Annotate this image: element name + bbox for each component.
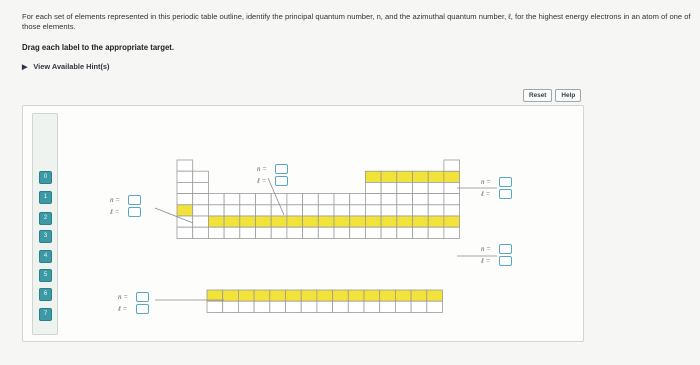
f-block-cell [364,301,380,312]
table-cell [177,171,193,182]
table-cell [271,216,287,227]
table-cell [397,171,413,182]
table-cell [177,160,193,171]
table-cell [240,194,256,205]
f-block-cell [427,301,443,312]
table-cell [444,227,460,238]
table-cell [381,205,397,216]
f-block-cell [207,301,223,312]
table-cell [256,205,272,216]
table-cell [287,227,303,238]
table-cell [365,205,381,216]
n-drop-target[interactable] [128,195,141,205]
n-label: n = [118,293,128,301]
table-cell [350,216,366,227]
table-cell [208,205,224,216]
table-cell [428,227,444,238]
f-block-cell [254,301,270,312]
n-label: n = [481,178,491,186]
n-drop-target[interactable] [499,244,512,254]
f-block-cell [207,290,223,301]
l-label: ℓ = [481,190,491,198]
f-block-cell [380,301,396,312]
table-cell [397,194,413,205]
n-label: n = [481,245,491,253]
f-block-cell [427,290,443,301]
target-group-s-block [110,194,141,218]
table-cell [318,227,334,238]
table-cell [177,194,193,205]
reset-button[interactable]: Reset [523,89,552,102]
table-cell [365,194,381,205]
target-group-d-block [257,163,288,187]
table-cell [208,227,224,238]
f-block-cell [286,290,302,301]
instructions-text: For each set of elements represented in this periodic table outline, identify the principal quantum number, n, and the azimuthal quantum number, ℓ, for the highest energy electrons in an atom of one of those elements. [22,12,691,31]
table-cell [318,194,334,205]
drag-label-1[interactable]: 1 [39,191,52,204]
table-cell [224,216,240,227]
table-cell [193,216,209,227]
table-cell [444,171,460,182]
table-cell [177,182,193,193]
target-group-p-block-upper [481,176,512,200]
table-cell [428,182,444,193]
table-cell [413,182,429,193]
table-cell [444,160,460,171]
table-cell [287,205,303,216]
table-cell [240,205,256,216]
l-drop-target[interactable] [499,256,512,266]
table-cell [365,171,381,182]
table-cell [350,205,366,216]
f-block-cell [238,301,254,312]
table-cell [444,216,460,227]
table-cell [224,227,240,238]
table-cell [350,227,366,238]
table-cell [193,205,209,216]
table-cell [334,194,350,205]
f-block-cell [348,301,364,312]
drag-label-6[interactable]: 6 [39,288,52,301]
table-cell [256,194,272,205]
table-cell [381,182,397,193]
table-cell [413,216,429,227]
f-block-cell [380,290,396,301]
f-block-cell [301,290,317,301]
table-cell [397,205,413,216]
table-cell [287,194,303,205]
drag-label-2[interactable]: 2 [39,212,52,225]
f-block-cell [270,301,286,312]
f-block-cell [333,301,349,312]
target-group-p-block-lower [481,243,512,267]
table-cell [303,227,319,238]
drag-instructions: Drag each label to the appropriate target. [22,43,175,52]
l-label: ℓ = [257,177,267,185]
l-label: ℓ = [110,208,120,216]
help-button[interactable]: Help [555,89,581,102]
f-block-cell [317,290,333,301]
f-block-cell [270,290,286,301]
n-drop-target[interactable] [499,177,512,187]
table-cell [334,205,350,216]
target-group-f-block [118,291,149,315]
table-cell [224,194,240,205]
table-cell [428,205,444,216]
table-cell [240,227,256,238]
drag-label-3[interactable]: 3 [39,230,52,243]
f-block-cell [333,290,349,301]
table-cell [334,227,350,238]
table-cell [240,216,256,227]
drag-label-5[interactable]: 5 [39,269,52,282]
table-cell [444,194,460,205]
table-cell [334,216,350,227]
table-cell [177,227,193,238]
table-cell [193,227,209,238]
table-cell [428,194,444,205]
table-cell [381,227,397,238]
table-cell [444,205,460,216]
table-cell [397,216,413,227]
f-block-cell [254,290,270,301]
table-cell [177,205,193,216]
table-cell [428,171,444,182]
f-block-cell [411,290,427,301]
table-cell [381,216,397,227]
f-block-cell [411,301,427,312]
table-cell [208,194,224,205]
l-label: ℓ = [118,305,128,313]
table-cell [381,171,397,182]
table-cell [193,194,209,205]
f-block-cell [364,290,380,301]
table-cell [413,194,429,205]
table-cell [350,194,366,205]
f-block-cell [223,290,239,301]
l-drop-target[interactable] [136,304,149,314]
table-cell [413,227,429,238]
f-block-cell [395,301,411,312]
table-cell [271,205,287,216]
table-cell [271,227,287,238]
table-cell [381,194,397,205]
table-cell [365,216,381,227]
l-label: ℓ = [481,257,491,265]
drag-label-4[interactable]: 4 [39,250,52,263]
table-cell [365,182,381,193]
f-block-cell [348,290,364,301]
drag-label-0[interactable]: 0 [39,171,52,184]
drag-label-7[interactable]: 7 [39,308,52,321]
f-block-cell [286,301,302,312]
f-block-cell [223,301,239,312]
table-cell [208,216,224,227]
table-cell [303,216,319,227]
n-label: n = [110,196,120,204]
table-cell [303,205,319,216]
l-drop-target[interactable] [499,189,512,199]
table-cell [303,194,319,205]
table-cell [397,227,413,238]
f-block-cell [317,301,333,312]
table-cell [256,227,272,238]
table-cell [318,205,334,216]
table-cell [397,182,413,193]
f-block-cell [238,290,254,301]
table-cell [193,171,209,182]
table-cell [413,171,429,182]
table-cell [318,216,334,227]
f-block-cell [301,301,317,312]
n-drop-target[interactable] [136,292,149,302]
table-cell [287,216,303,227]
n-label: n = [257,165,267,173]
view-hints-label: View Available Hint(s) [33,62,110,71]
expand-triangle-icon: ▶ [22,63,28,71]
table-cell [413,205,429,216]
l-drop-target[interactable] [275,176,288,186]
f-block-cell [395,290,411,301]
n-drop-target[interactable] [275,164,288,174]
table-cell [365,227,381,238]
table-cell [193,182,209,193]
table-cell [256,216,272,227]
l-drop-target[interactable] [128,207,141,217]
table-cell [224,205,240,216]
table-cells [177,160,460,312]
table-cell [428,216,444,227]
